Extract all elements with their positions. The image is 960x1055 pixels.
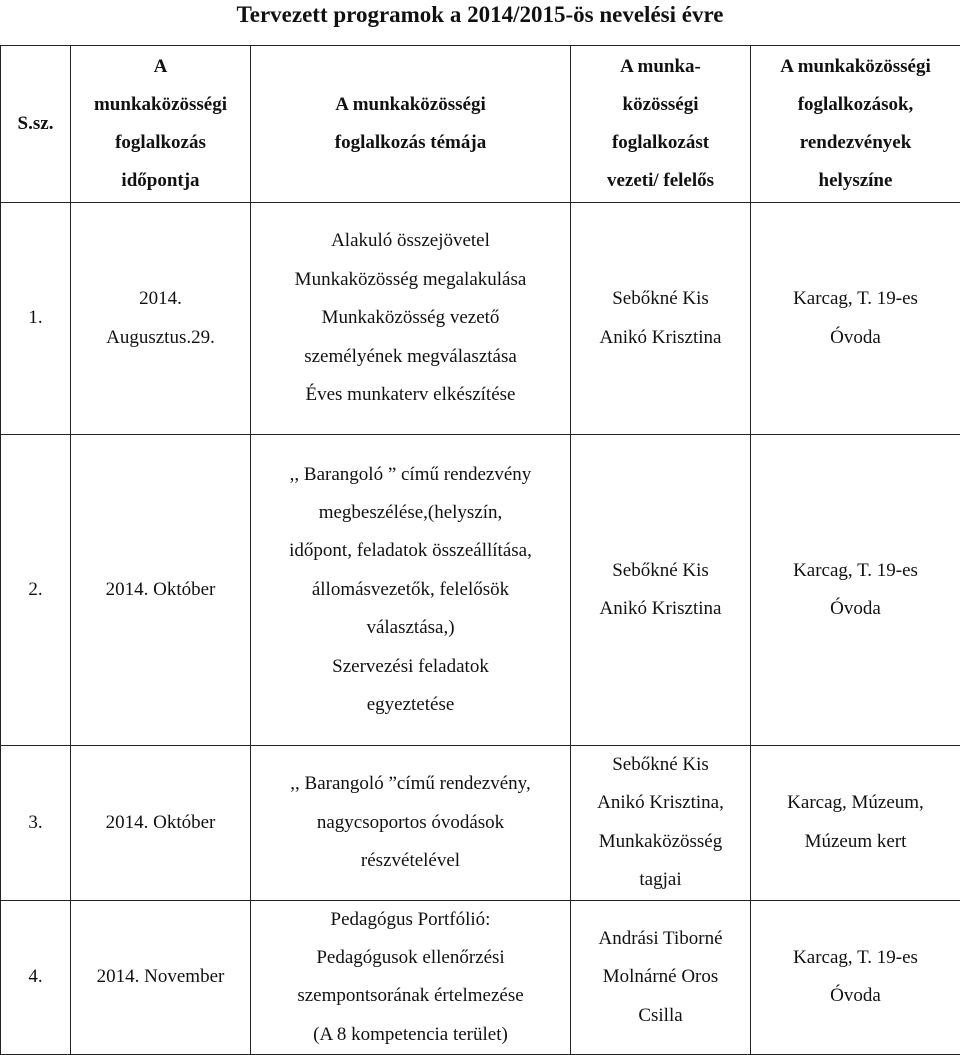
row-venue: Karcag, Múzeum, Múzeum kert bbox=[751, 746, 960, 901]
header-number: S.sz. bbox=[1, 46, 71, 203]
table-row bbox=[1, 900, 960, 1055]
row-venue: Karcag, T. 19-es Óvoda bbox=[751, 900, 960, 1055]
table-row bbox=[1, 746, 960, 901]
programs-table bbox=[0, 45, 960, 1055]
header-row bbox=[1, 46, 960, 203]
row-topic: ,, Barangoló ” című rendezvény megbeszélése,(helyszín, időpont, feladatok összeállítása, állomásvezetők, felelősök választása,) Szervezési feladatok egyeztetése bbox=[251, 435, 571, 746]
row-leader: Sebőkné Kis Anikó Krisztina bbox=[571, 203, 751, 435]
row-number: 3. bbox=[1, 746, 71, 901]
row-leader: Andrási Tiborné Molnárné Oros Csilla bbox=[571, 900, 751, 1055]
row-topic: Pedagógus Portfólió: Pedagógusok ellenőrzési szempontsorának értelmezése (A 8 kompetencia terület) bbox=[251, 900, 571, 1055]
row-leader: Sebőkné Kis Anikó Krisztina, Munkaközösség tagjai bbox=[571, 746, 751, 901]
header-venue: A munkaközösségi foglalkozások, rendezvények helyszíne bbox=[751, 46, 960, 203]
row-date: 2014. Október bbox=[71, 746, 251, 901]
row-date: 2014. Október bbox=[71, 435, 251, 746]
table-row bbox=[1, 435, 960, 746]
header-date: A munkaközösségi foglalkozás időpontja bbox=[71, 46, 251, 203]
row-topic: ,, Barangoló ”című rendezvény, nagycsoportos óvodások részvételével bbox=[251, 746, 571, 901]
row-number: 1. bbox=[1, 203, 71, 435]
row-venue: Karcag, T. 19-es Óvoda bbox=[751, 435, 960, 746]
table-row bbox=[1, 203, 960, 435]
document-title: Tervezett programok a 2014/2015-ös nevelési évre bbox=[0, 0, 960, 34]
row-number: 2. bbox=[1, 435, 71, 746]
row-number: 4. bbox=[1, 900, 71, 1055]
header-leader: A munka- közösségi foglalkozást vezeti/ felelős bbox=[571, 46, 751, 203]
row-date: 2014. November bbox=[71, 900, 251, 1055]
row-date: 2014. Augusztus.29. bbox=[71, 203, 251, 435]
header-topic: A munkaközösségi foglalkozás témája bbox=[251, 46, 571, 203]
row-venue: Karcag, T. 19-es Óvoda bbox=[751, 203, 960, 435]
row-leader: Sebőkné Kis Anikó Krisztina bbox=[571, 435, 751, 746]
row-topic: Alakuló összejövetel Munkaközösség megalakulása Munkaközösség vezető személyének megválasztása Éves munkaterv elkészítése bbox=[251, 203, 571, 435]
